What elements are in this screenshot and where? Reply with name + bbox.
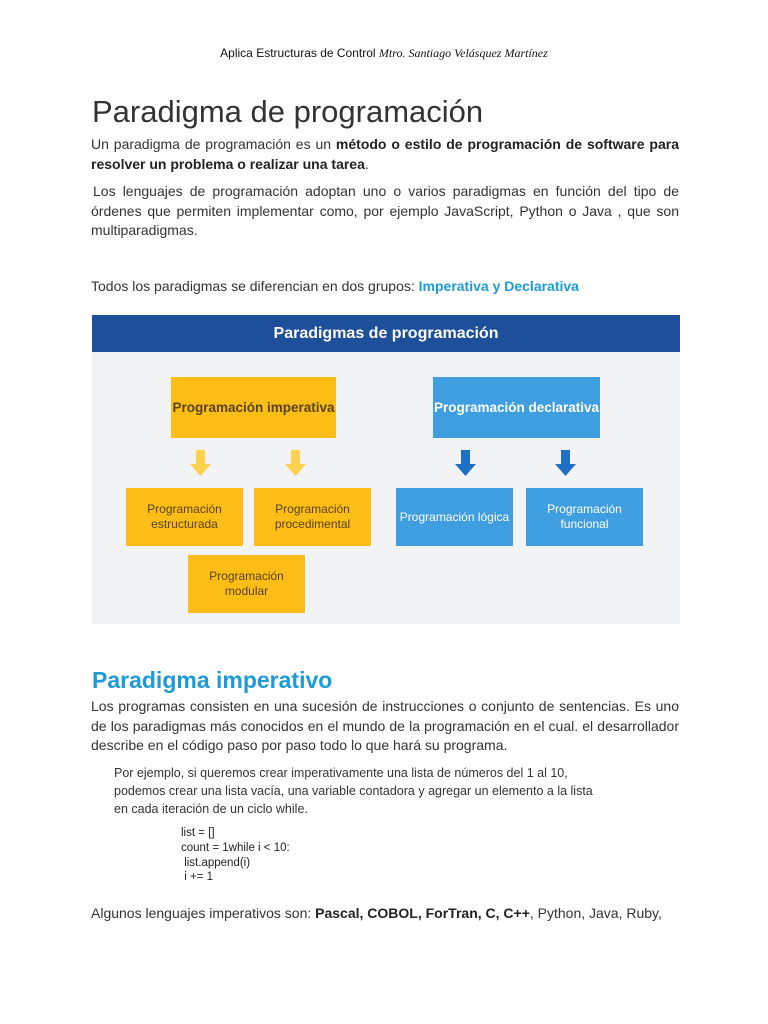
box-logica: Programación lógica: [396, 488, 513, 546]
arrow-down-icon: [285, 450, 306, 476]
languages-list: [91, 904, 679, 924]
page-title: Paradigma de programación: [92, 94, 484, 129]
languages-text: Algunos lenguajes imperativos son:: [91, 905, 316, 921]
code-line: list = []: [181, 827, 215, 839]
box-funcional: Programación funcional: [526, 488, 643, 546]
intro-paragraph: [91, 135, 679, 174]
diagram-arrows: [92, 315, 680, 624]
code-line: list.append(i): [181, 856, 251, 869]
groups-text: Todos los paradigmas se diferencian en dos grupos:: [91, 278, 419, 294]
languages-paragraph: Los lenguajes de programación adoptan uno o varios paradigmas en función del tipo de órdenes que permiten implementar como, por ejemplo JavaScript, Python o Java , que son multiparadigmas.: [91, 183, 679, 238]
example-line-2: podemos crear una lista vacía, una variable contadora y agregar un elemento a la lista: [114, 784, 593, 798]
code-block: [181, 826, 290, 885]
diagram-title: Paradigmas de programación: [92, 315, 680, 352]
languages-rest: , Python, Java, Ruby,: [529, 905, 662, 921]
header-teacher: Mtro. Santiago Velásquez Martínez: [378, 46, 548, 60]
box-declarativa: Programación declarativa: [433, 377, 600, 438]
languages-bold: Pascal, COBOL, ForTran, C, C++: [315, 905, 530, 921]
arrow-down-icon: [455, 450, 476, 476]
intro-text: Un paradigma de programación es un: [91, 136, 336, 152]
box-procedimental: Programación procedimental: [254, 488, 371, 546]
box-modular: Programación modular: [188, 555, 305, 613]
intro-end: .: [364, 155, 369, 172]
arrow-down-icon: [555, 450, 576, 476]
box-imperativa: Programación imperativa: [171, 377, 336, 438]
paradigms-diagram: [92, 315, 680, 624]
section-title: Paradigma imperativo: [92, 667, 333, 693]
header-subject: Aplica Estructuras de Control: [220, 46, 376, 60]
page-header: [0, 46, 768, 61]
groups-paragraph: [91, 277, 679, 297]
code-line: i += 1: [181, 871, 213, 884]
example-line-3: en cada iteración de un ciclo while.: [114, 802, 308, 816]
code-line: count = 1while i < 10:: [181, 841, 290, 854]
box-estructurada: Programación estructurada: [126, 488, 243, 546]
groups-highlight: Imperativa y Declarativa: [418, 278, 579, 294]
intro-bold: método o estilo de programación de software para resolver un problema o realizar una tarea: [91, 136, 679, 172]
arrow-down-icon: [190, 450, 211, 476]
section-body: Los programas consisten en una sucesión de instrucciones o conjunto de sentencias. Es uno de los paradigmas más conocidos en el mundo de la programación en el cual. el desarrollador describe en el código paso por paso todo lo que hará su programa.: [91, 698, 679, 753]
example-line-1: Por ejemplo, si queremos crear imperativamente una lista de números del 1 al 10,: [114, 766, 568, 780]
